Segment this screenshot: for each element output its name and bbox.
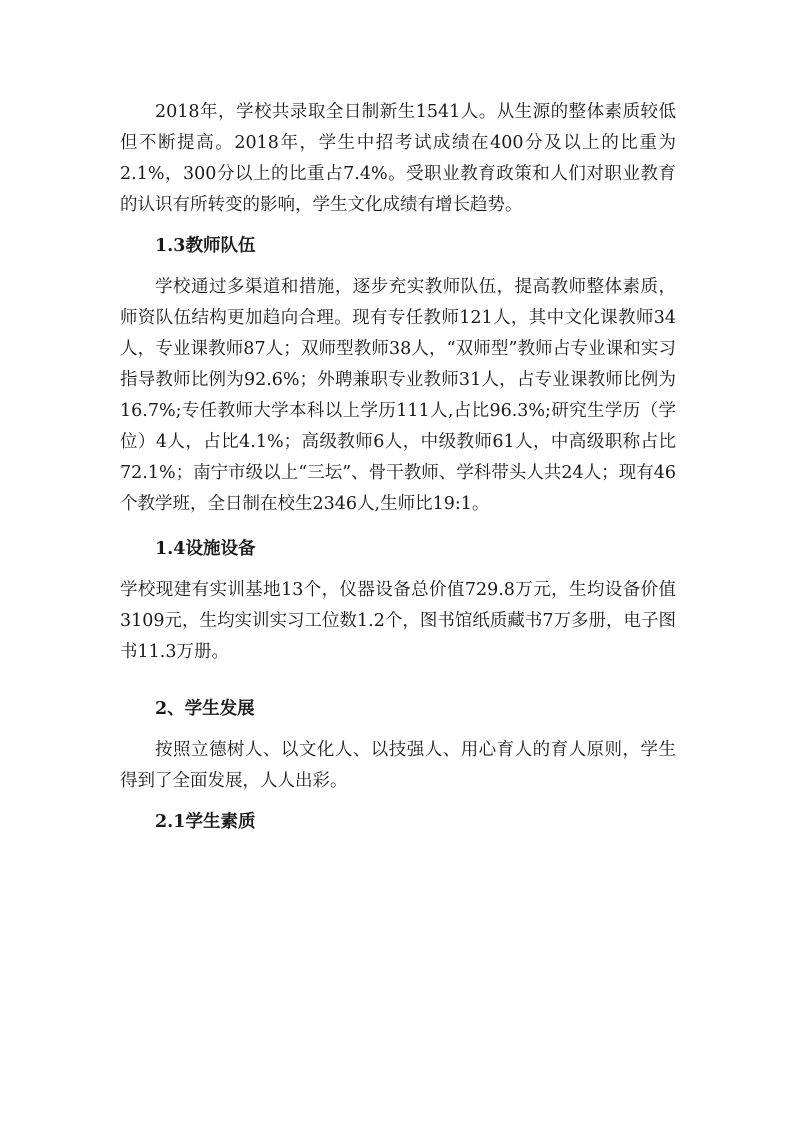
heading-1-4: 1.4设施设备 xyxy=(155,539,256,559)
paragraph-enrollment: 2018年，学校共录取全日制新生1541人。从生源的整体素质较低但不断提高。2018年，学生中招考试成绩在400分及以上的比重为2.1%，300分以上的比重占7.4%。受职业教育政策和人们对职业教育的认识有所转变的影响，学生文化成绩有增长趋势。 xyxy=(120,102,676,215)
document-body xyxy=(120,97,676,838)
paragraph-student-development: 按照立德树人、以文化人、以技强人、用心育人的育人原则，学生得到了全面发展，人人出彩。 xyxy=(120,740,676,791)
paragraph-teachers: 学校通过多渠道和措施，逐步充实教师队伍，提高教师整体素质，师资队伍结构更加趋向合理。现有专任教师121人，其中文化课教师34人，专业课教师87人；双师型教师38人，“双师型”教师占专业课和实习指导教师比例为92.6%；外聘兼职专业教师31人，占专业课教师比例为16.7%;专任教师大学本科以上学历111人,占比96.3%;研究生学历（学位）4人，占比4.1%；高级教师6人，中级教师61人，中高级职称占比72.1%；南宁市级以上“三坛”、骨干教师、学科带头人共24人；现有46个教学班，全日制在校生2346人,生师比19:1。 xyxy=(120,277,676,514)
heading-2: 2、学生发展 xyxy=(155,699,255,719)
heading-1-3: 1.3教师队伍 xyxy=(155,236,256,256)
heading-2-1: 2.1学生素质 xyxy=(155,812,256,832)
paragraph-facilities: 学校现建有实训基地13个，仪器设备总价值729.8万元，生均设备价值3109元，生均实训实习工位数1.2个，图书馆纸质藏书7万多册，电子图书11.3万册。 xyxy=(120,580,676,662)
